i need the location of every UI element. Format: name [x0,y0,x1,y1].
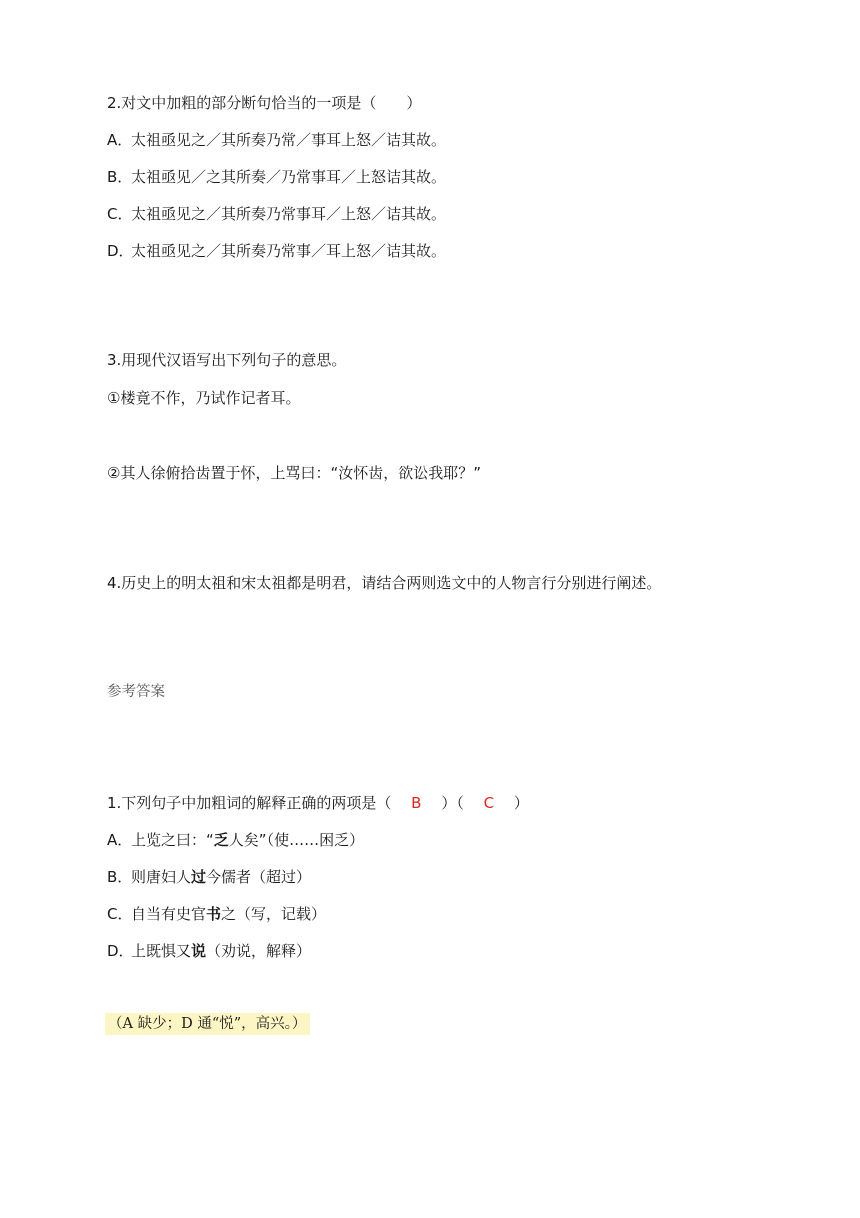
option-text-before: 自当有史官 [131,905,207,923]
option-letter: C． [107,905,133,923]
bold-word: 说 [191,942,207,960]
option-letter: B． [107,868,133,886]
q2-option-c [107,204,446,224]
q3-item-2: ②其人徐俯拾齿置于怀，上骂曰：“汝怀齿，欲讼我耶？” [107,464,481,482]
answer-1-stem [107,793,529,813]
answer-choice-2: C [483,794,495,812]
a1-option-b [107,867,311,887]
option-text: 太祖亟见之／其所奏乃常事／耳上怒／诘其故。 [131,242,447,260]
q3-item-1: ①楼竟不作，乃试作记者耳。 [107,389,301,407]
bold-word: 过 [191,868,207,886]
question-2-stem: 2.对文中加粗的部分断句恰当的一项是（ ） [107,94,422,112]
a1-option-c [107,904,326,924]
answers-heading: 参考答案 [107,684,165,700]
option-text: 太祖亟见之／其所奏乃常事耳／上怒／诘其故。 [131,205,447,223]
q2-option-b [107,167,446,187]
option-text-before: 则唐妇人 [131,868,192,886]
a1-option-d [107,941,311,961]
answer-choice-1: B [411,794,422,812]
option-letter: B． [107,168,133,186]
option-text: 太祖亟见／之其所奏／乃常事耳／上怒诘其故。 [131,168,447,186]
option-text: 太祖亟见之／其所奏乃常／事耳上怒／诘其故。 [131,131,447,149]
option-letter: A． [107,831,133,849]
option-text-after: 今儒者（超过） [206,868,312,886]
option-text-after: 之（写，记载） [221,905,327,923]
stem-middle: ）（ [441,794,464,812]
option-letter: A． [107,131,133,149]
a1-option-a [107,830,364,850]
bold-word: 书 [206,905,222,923]
option-text-after: （劝说，解释） [206,942,312,960]
option-text-after: 人矣”（使……困乏） [228,831,365,849]
question-4-stem: 4.历史上的明太祖和宋太祖都是明君，请结合两则选文中的人物言行分别进行阐述。 [107,574,662,592]
stem-prefix: 1.下列句子中加粗词的解释正确的两项是（ [107,794,392,812]
q2-option-a [107,130,446,150]
q2-option-d [107,241,446,261]
option-text-before: 上既惧又 [131,942,192,960]
stem-suffix: ） [513,794,529,812]
option-letter: C． [107,205,133,223]
bold-word: 乏 [213,831,229,849]
question-3-stem: 3.用现代汉语写出下列句子的意思。 [107,351,347,369]
answer-explanation-note: （A 缺少；D 通“悦”，高兴。） [105,1013,310,1035]
option-letter: D． [107,242,134,260]
option-letter: D． [107,942,134,960]
option-text-before: 上览之曰：“ [131,831,214,849]
